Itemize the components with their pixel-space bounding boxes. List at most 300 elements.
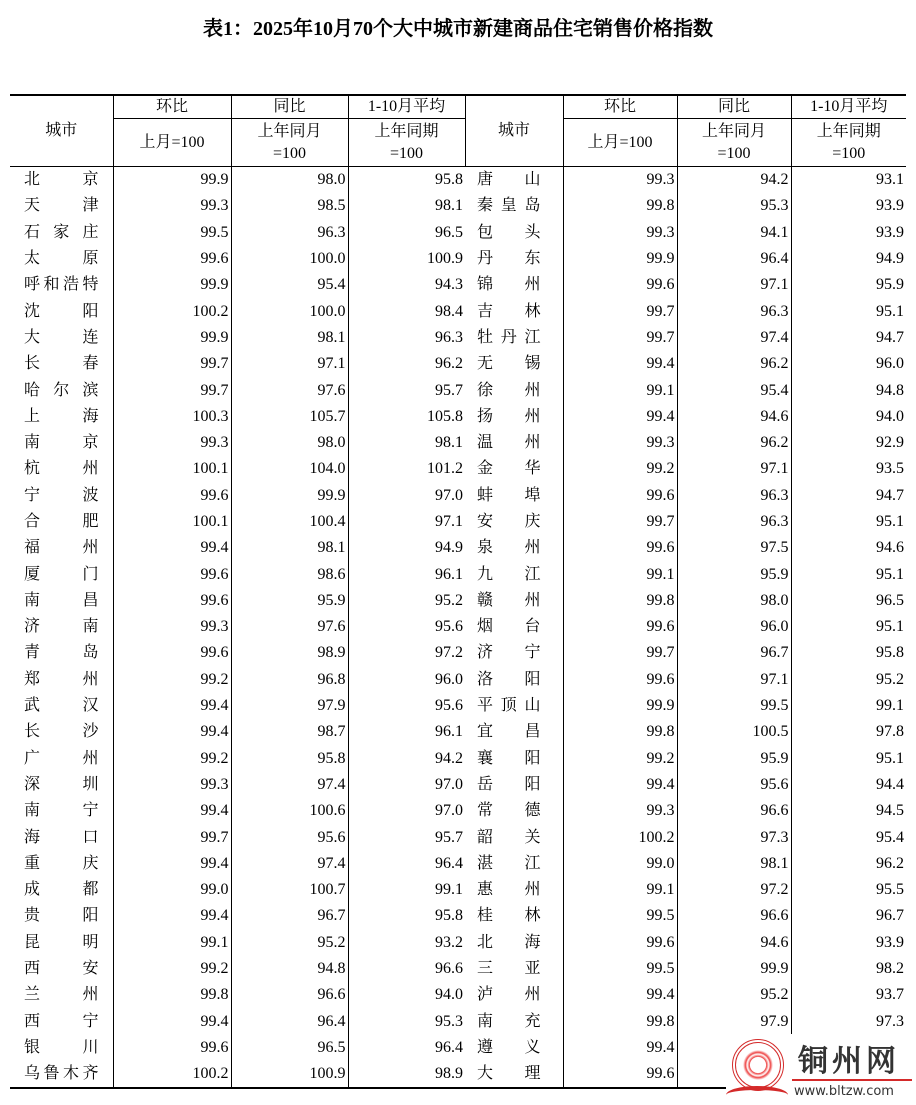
yoy-value: 96.3 xyxy=(231,220,348,246)
mom-value-right: 99.4 xyxy=(563,772,677,798)
city-name: 呼和浩特 xyxy=(24,276,99,294)
yoy-value: 96.5 xyxy=(231,1035,348,1061)
city-name: 大连 xyxy=(24,328,99,346)
avg-value: 96.6 xyxy=(348,956,465,982)
yoy-value: 96.7 xyxy=(231,903,348,929)
table-row xyxy=(10,483,906,509)
avg-value-right: 95.1 xyxy=(791,509,906,535)
table-row xyxy=(10,167,906,194)
mom-value: 99.3 xyxy=(113,193,231,219)
avg-value-right: 96.0 xyxy=(791,351,906,377)
table-row xyxy=(10,377,906,403)
avg-value-right: 97.8 xyxy=(791,719,906,745)
mom-value-right: 99.6 xyxy=(563,535,677,561)
table-row xyxy=(10,193,906,219)
city-name: 合肥 xyxy=(24,513,99,530)
avg-value-right: 94.9 xyxy=(791,246,906,272)
yoy-value: 97.4 xyxy=(231,772,348,798)
yoy-value-right: 96.4 xyxy=(677,246,791,272)
city-name: 哈尔滨 xyxy=(24,381,99,399)
avg-value: 96.3 xyxy=(348,325,465,351)
mom-value-right: 99.4 xyxy=(563,982,677,1008)
table-row xyxy=(10,325,906,351)
avg-value: 96.1 xyxy=(348,719,465,745)
city-name-right: 徐州 xyxy=(477,381,541,399)
watermark-name: 铜州网 xyxy=(798,1044,900,1079)
avg-value-right: 97.3 xyxy=(791,1009,906,1035)
city-name-right: 北海 xyxy=(477,933,541,951)
mom-value: 99.9 xyxy=(113,325,231,351)
table-row xyxy=(10,956,906,982)
ribbon-icon xyxy=(726,1086,788,1104)
yoy-value-right: 96.7 xyxy=(677,640,791,666)
city-name-right: 丹东 xyxy=(477,250,541,268)
mom-value: 99.4 xyxy=(113,903,231,929)
avg-value-right: 93.1 xyxy=(791,167,906,194)
city-name: 青岛 xyxy=(24,644,99,662)
yoy-value-right: 97.1 xyxy=(677,456,791,482)
table-body xyxy=(10,167,906,1089)
city-name: 成都 xyxy=(24,881,99,899)
city-name: 西安 xyxy=(24,960,99,978)
mom-value: 99.9 xyxy=(113,167,231,194)
mom-value: 99.8 xyxy=(113,982,231,1008)
yoy-value-right: 94.2 xyxy=(677,167,791,194)
avg-value: 96.4 xyxy=(348,1035,465,1061)
avg-value: 95.2 xyxy=(348,588,465,614)
avg-value-right: 93.7 xyxy=(791,982,906,1008)
yoy-value: 97.9 xyxy=(231,693,348,719)
yoy-value: 98.1 xyxy=(231,535,348,561)
avg-value: 97.0 xyxy=(348,798,465,824)
yoy-value-right: 97.5 xyxy=(677,535,791,561)
city-name-right: 九江 xyxy=(477,565,541,583)
table-row xyxy=(10,561,906,587)
yoy-value-right: 98.1 xyxy=(677,851,791,877)
avg-value: 94.9 xyxy=(348,535,465,561)
avg-value-right: 95.1 xyxy=(791,561,906,587)
avg-value-right: 93.9 xyxy=(791,220,906,246)
yoy-value: 98.0 xyxy=(231,167,348,194)
mom-value: 100.1 xyxy=(113,509,231,535)
avg-value-right: 94.7 xyxy=(791,325,906,351)
avg-value-right: 95.8 xyxy=(791,640,906,666)
yoy-value: 100.6 xyxy=(231,798,348,824)
yoy-value: 100.7 xyxy=(231,877,348,903)
table-row xyxy=(10,640,906,666)
yoy-value-right: 99.9 xyxy=(677,956,791,982)
city-name-right: 平顶山 xyxy=(477,697,541,715)
avg-value-right: 92.9 xyxy=(791,430,906,456)
table-row xyxy=(10,535,906,561)
city-name: 深圳 xyxy=(24,775,99,793)
city-name-right: 岳阳 xyxy=(477,775,541,793)
mom-value: 99.6 xyxy=(113,561,231,587)
city-name: 宁波 xyxy=(24,486,99,504)
city-name-right: 南充 xyxy=(477,1012,541,1030)
table-row xyxy=(10,746,906,772)
mom-value: 99.1 xyxy=(113,930,231,956)
mom-value: 99.4 xyxy=(113,1009,231,1035)
avg-value: 95.8 xyxy=(348,903,465,929)
city-name: 太原 xyxy=(24,250,99,268)
yoy-value: 97.1 xyxy=(231,351,348,377)
city-name: 北京 xyxy=(24,171,99,189)
avg-value: 97.0 xyxy=(348,772,465,798)
mom-value-right: 99.3 xyxy=(563,167,677,194)
city-name-right: 泸州 xyxy=(477,986,541,1004)
city-name: 济南 xyxy=(24,618,99,636)
city-name-right: 洛阳 xyxy=(477,670,541,688)
mom-value: 99.9 xyxy=(113,272,231,298)
city-name-right: 吉林 xyxy=(477,302,541,320)
avg-value: 93.2 xyxy=(348,930,465,956)
avg-value: 100.9 xyxy=(348,246,465,272)
city-name: 重庆 xyxy=(24,854,99,872)
yoy-value: 100.0 xyxy=(231,246,348,272)
yoy-value-right: 95.9 xyxy=(677,561,791,587)
table-row xyxy=(10,903,906,929)
mom-value: 99.4 xyxy=(113,851,231,877)
yoy-value-right: 97.4 xyxy=(677,325,791,351)
avg-value: 95.3 xyxy=(348,1009,465,1035)
avg-value-right: 95.1 xyxy=(791,746,906,772)
yoy-value: 94.8 xyxy=(231,956,348,982)
avg-value-right: 94.8 xyxy=(791,377,906,403)
yoy-value-right: 96.3 xyxy=(677,298,791,324)
mom-value: 99.2 xyxy=(113,956,231,982)
mom-value-right: 99.7 xyxy=(563,640,677,666)
table-row xyxy=(10,272,906,298)
yoy-value: 98.6 xyxy=(231,561,348,587)
yoy-value-right: 97.2 xyxy=(677,877,791,903)
yoy-value-right: 96.2 xyxy=(677,351,791,377)
city-name: 郑州 xyxy=(24,670,99,688)
table-row xyxy=(10,719,906,745)
yoy-value-right: 96.6 xyxy=(677,798,791,824)
yoy-value: 105.7 xyxy=(231,404,348,430)
mom-value-right: 99.1 xyxy=(563,561,677,587)
mom-value-right: 99.9 xyxy=(563,246,677,272)
city-name-right: 蚌埠 xyxy=(477,486,541,504)
avg-value-right: 96.7 xyxy=(791,903,906,929)
avg-value: 95.7 xyxy=(348,824,465,850)
yoy-value: 104.0 xyxy=(231,456,348,482)
table-row xyxy=(10,588,906,614)
yoy-value: 98.7 xyxy=(231,719,348,745)
mom-value-right: 99.4 xyxy=(563,404,677,430)
mom-value-right: 99.6 xyxy=(563,614,677,640)
mom-value-right: 99.7 xyxy=(563,509,677,535)
header-avg: 1-10月平均 xyxy=(348,95,465,119)
mom-value-right: 100.2 xyxy=(563,824,677,850)
mom-value-right: 99.5 xyxy=(563,956,677,982)
avg-value-right: 93.9 xyxy=(791,193,906,219)
header-mom-base-right: 上月=100 xyxy=(563,119,677,167)
mom-value-right: 99.2 xyxy=(563,456,677,482)
mom-value: 99.7 xyxy=(113,377,231,403)
yoy-value: 100.9 xyxy=(231,1061,348,1088)
yoy-value-right: 99.5 xyxy=(677,693,791,719)
yoy-value: 98.5 xyxy=(231,193,348,219)
header-mom: 环比 xyxy=(113,95,231,119)
header-yoy: 同比 xyxy=(231,95,348,119)
mom-value: 99.2 xyxy=(113,667,231,693)
avg-value: 99.1 xyxy=(348,877,465,903)
mom-value-right: 99.7 xyxy=(563,325,677,351)
yoy-value-right: 95.6 xyxy=(677,772,791,798)
table-row xyxy=(10,772,906,798)
mom-value: 99.4 xyxy=(113,693,231,719)
table-row xyxy=(10,824,906,850)
city-name-right: 桂林 xyxy=(477,907,541,925)
table-row xyxy=(10,456,906,482)
city-name-right: 金华 xyxy=(477,460,541,478)
mom-value-right: 99.1 xyxy=(563,877,677,903)
city-name-right: 安庆 xyxy=(477,513,541,530)
yoy-value: 96.6 xyxy=(231,982,348,1008)
city-name: 广州 xyxy=(24,749,99,767)
mom-value: 100.2 xyxy=(113,298,231,324)
yoy-value-right: 98.0 xyxy=(677,588,791,614)
mom-value-right: 99.5 xyxy=(563,903,677,929)
avg-value-right: 95.9 xyxy=(791,272,906,298)
mom-value: 99.6 xyxy=(113,483,231,509)
city-name-right: 遵义 xyxy=(477,1038,541,1056)
yoy-value: 97.6 xyxy=(231,377,348,403)
avg-value: 97.1 xyxy=(348,509,465,535)
avg-value: 96.2 xyxy=(348,351,465,377)
avg-value-right: 95.2 xyxy=(791,667,906,693)
table-row xyxy=(10,351,906,377)
avg-value: 97.2 xyxy=(348,640,465,666)
yoy-value: 100.0 xyxy=(231,298,348,324)
table-row xyxy=(10,404,906,430)
mom-value: 99.6 xyxy=(113,1035,231,1061)
avg-value-right: 95.1 xyxy=(791,298,906,324)
city-name: 杭州 xyxy=(24,460,99,478)
mom-value-right: 99.8 xyxy=(563,1009,677,1035)
yoy-value: 96.8 xyxy=(231,667,348,693)
mom-value-right: 99.7 xyxy=(563,298,677,324)
yoy-value-right: 96.2 xyxy=(677,430,791,456)
mom-value: 99.3 xyxy=(113,614,231,640)
mom-value: 100.3 xyxy=(113,404,231,430)
watermark-url: www.bltzw.com xyxy=(794,1084,894,1099)
city-name-right: 扬州 xyxy=(477,407,541,425)
avg-value-right: 94.4 xyxy=(791,772,906,798)
yoy-value-right: 96.0 xyxy=(677,614,791,640)
mom-value: 99.5 xyxy=(113,220,231,246)
mom-value: 99.4 xyxy=(113,719,231,745)
mom-value-right: 99.0 xyxy=(563,851,677,877)
city-name: 武汉 xyxy=(24,697,99,715)
avg-value: 96.1 xyxy=(348,561,465,587)
city-name: 兰州 xyxy=(24,986,99,1004)
yoy-value: 95.6 xyxy=(231,824,348,850)
header-mom-base: 上月=100 xyxy=(113,119,231,167)
table-row xyxy=(10,877,906,903)
mom-value: 100.1 xyxy=(113,456,231,482)
city-name-right: 济宁 xyxy=(477,644,541,662)
watermark-logo xyxy=(726,1034,916,1105)
city-name-right: 三亚 xyxy=(477,960,541,978)
yoy-value: 99.9 xyxy=(231,483,348,509)
mom-value: 99.2 xyxy=(113,746,231,772)
mom-value-right: 99.4 xyxy=(563,1035,677,1061)
header-yoy-right: 同比 xyxy=(677,95,791,119)
city-name-right: 襄阳 xyxy=(477,749,541,767)
mom-value: 100.2 xyxy=(113,1061,231,1088)
mom-value-right: 99.9 xyxy=(563,693,677,719)
yoy-value-right: 94.6 xyxy=(677,930,791,956)
header-yoy-base-right: 上年同月 =100 xyxy=(677,119,791,167)
yoy-value-right: 95.2 xyxy=(677,982,791,1008)
table-row xyxy=(10,851,906,877)
avg-value: 97.0 xyxy=(348,483,465,509)
avg-value: 98.1 xyxy=(348,193,465,219)
header-avg-base-right: 上年同期 =100 xyxy=(791,119,906,167)
yoy-value: 97.6 xyxy=(231,614,348,640)
avg-value-right: 99.1 xyxy=(791,693,906,719)
city-name: 乌鲁木齐 xyxy=(10,1061,113,1088)
header-city-right: 城市 xyxy=(465,95,563,167)
yoy-value-right: 95.9 xyxy=(677,746,791,772)
mom-value-right: 99.6 xyxy=(563,930,677,956)
avg-value: 95.7 xyxy=(348,377,465,403)
avg-value: 95.8 xyxy=(348,167,465,194)
yoy-value-right: 95.3 xyxy=(677,193,791,219)
avg-value-right: 94.6 xyxy=(791,535,906,561)
city-name-right: 常德 xyxy=(477,802,541,820)
mom-value: 99.7 xyxy=(113,824,231,850)
city-name-right: 韶关 xyxy=(477,828,541,846)
table-row xyxy=(10,298,906,324)
city-name-right: 大理 xyxy=(465,1061,563,1088)
yoy-value: 95.4 xyxy=(231,272,348,298)
avg-value: 105.8 xyxy=(348,404,465,430)
city-name: 西宁 xyxy=(24,1012,99,1030)
city-name-right: 包头 xyxy=(477,223,541,241)
yoy-value-right: 97.9 xyxy=(677,1009,791,1035)
city-name: 南宁 xyxy=(24,802,99,820)
watermark-divider xyxy=(792,1079,912,1081)
mom-value: 99.4 xyxy=(113,798,231,824)
table-row xyxy=(10,982,906,1008)
mom-value: 99.4 xyxy=(113,535,231,561)
table-row xyxy=(10,693,906,719)
city-name-right: 秦皇岛 xyxy=(477,197,541,215)
city-name-right: 锦州 xyxy=(477,276,541,294)
avg-value: 95.6 xyxy=(348,693,465,719)
mom-value: 99.6 xyxy=(113,246,231,272)
mom-value-right: 99.4 xyxy=(563,351,677,377)
mom-value: 99.7 xyxy=(113,351,231,377)
city-name-right: 赣州 xyxy=(477,591,541,609)
mom-value-right: 99.6 xyxy=(563,483,677,509)
seal-icon xyxy=(732,1039,784,1091)
yoy-value-right: 94.6 xyxy=(677,404,791,430)
mom-value-right: 99.3 xyxy=(563,220,677,246)
table-row xyxy=(10,1009,906,1035)
city-name-right: 牡丹江 xyxy=(477,328,541,346)
yoy-value-right: 97.1 xyxy=(677,667,791,693)
yoy-value: 96.4 xyxy=(231,1009,348,1035)
mom-value-right: 99.8 xyxy=(563,719,677,745)
avg-value: 94.2 xyxy=(348,746,465,772)
city-name: 海口 xyxy=(24,828,99,846)
yoy-value-right: 96.3 xyxy=(677,509,791,535)
yoy-value-right: 97.3 xyxy=(677,824,791,850)
mom-value: 99.3 xyxy=(113,430,231,456)
yoy-value: 95.9 xyxy=(231,588,348,614)
city-name-right: 宜昌 xyxy=(477,723,541,741)
avg-value-right: 94.0 xyxy=(791,404,906,430)
avg-value: 101.2 xyxy=(348,456,465,482)
city-name: 沈阳 xyxy=(24,302,99,320)
avg-value: 94.3 xyxy=(348,272,465,298)
avg-value-right: 95.4 xyxy=(791,824,906,850)
city-name: 南京 xyxy=(24,434,99,452)
city-name: 贵阳 xyxy=(24,907,99,925)
city-name: 银川 xyxy=(24,1038,99,1056)
table-row xyxy=(10,430,906,456)
mom-value-right: 99.6 xyxy=(563,1061,677,1088)
yoy-value: 98.1 xyxy=(231,325,348,351)
table-row xyxy=(10,614,906,640)
mom-value-right: 99.3 xyxy=(563,430,677,456)
header-avg-base: 上年同期 =100 xyxy=(348,119,465,167)
yoy-value-right: 100.5 xyxy=(677,719,791,745)
yoy-value-right: 96.6 xyxy=(677,903,791,929)
avg-value-right: 94.5 xyxy=(791,798,906,824)
yoy-value-right: 97.1 xyxy=(677,272,791,298)
city-name-right: 无锡 xyxy=(477,355,541,373)
avg-value-right: 93.9 xyxy=(791,930,906,956)
avg-value-right: 95.1 xyxy=(791,614,906,640)
mom-value: 99.3 xyxy=(113,772,231,798)
city-name: 厦门 xyxy=(24,565,99,583)
mom-value-right: 99.6 xyxy=(563,272,677,298)
table-row xyxy=(10,509,906,535)
table-row xyxy=(10,930,906,956)
mom-value: 99.6 xyxy=(113,588,231,614)
mom-value: 99.0 xyxy=(113,877,231,903)
city-name: 昆明 xyxy=(24,933,99,951)
city-name: 长春 xyxy=(24,355,99,373)
avg-value-right: 93.5 xyxy=(791,456,906,482)
city-name: 石家庄 xyxy=(24,223,99,241)
yoy-value-right: 96.3 xyxy=(677,483,791,509)
city-name-right: 湛江 xyxy=(477,854,541,872)
avg-value: 94.0 xyxy=(348,982,465,1008)
avg-value: 98.9 xyxy=(348,1061,465,1088)
table-title: 表1：2025年10月70个大中城市新建商品住宅销售价格指数 xyxy=(203,18,713,40)
table-row xyxy=(10,667,906,693)
mom-value: 99.6 xyxy=(113,640,231,666)
avg-value-right: 98.2 xyxy=(791,956,906,982)
mom-value-right: 99.6 xyxy=(563,667,677,693)
mom-value-right: 99.1 xyxy=(563,377,677,403)
yoy-value: 95.8 xyxy=(231,746,348,772)
mom-value-right: 99.2 xyxy=(563,746,677,772)
header-yoy-base: 上年同月 =100 xyxy=(231,119,348,167)
yoy-value: 100.4 xyxy=(231,509,348,535)
avg-value: 98.4 xyxy=(348,298,465,324)
table-row xyxy=(10,220,906,246)
avg-value-right: 96.5 xyxy=(791,588,906,614)
avg-value-right: 94.7 xyxy=(791,483,906,509)
